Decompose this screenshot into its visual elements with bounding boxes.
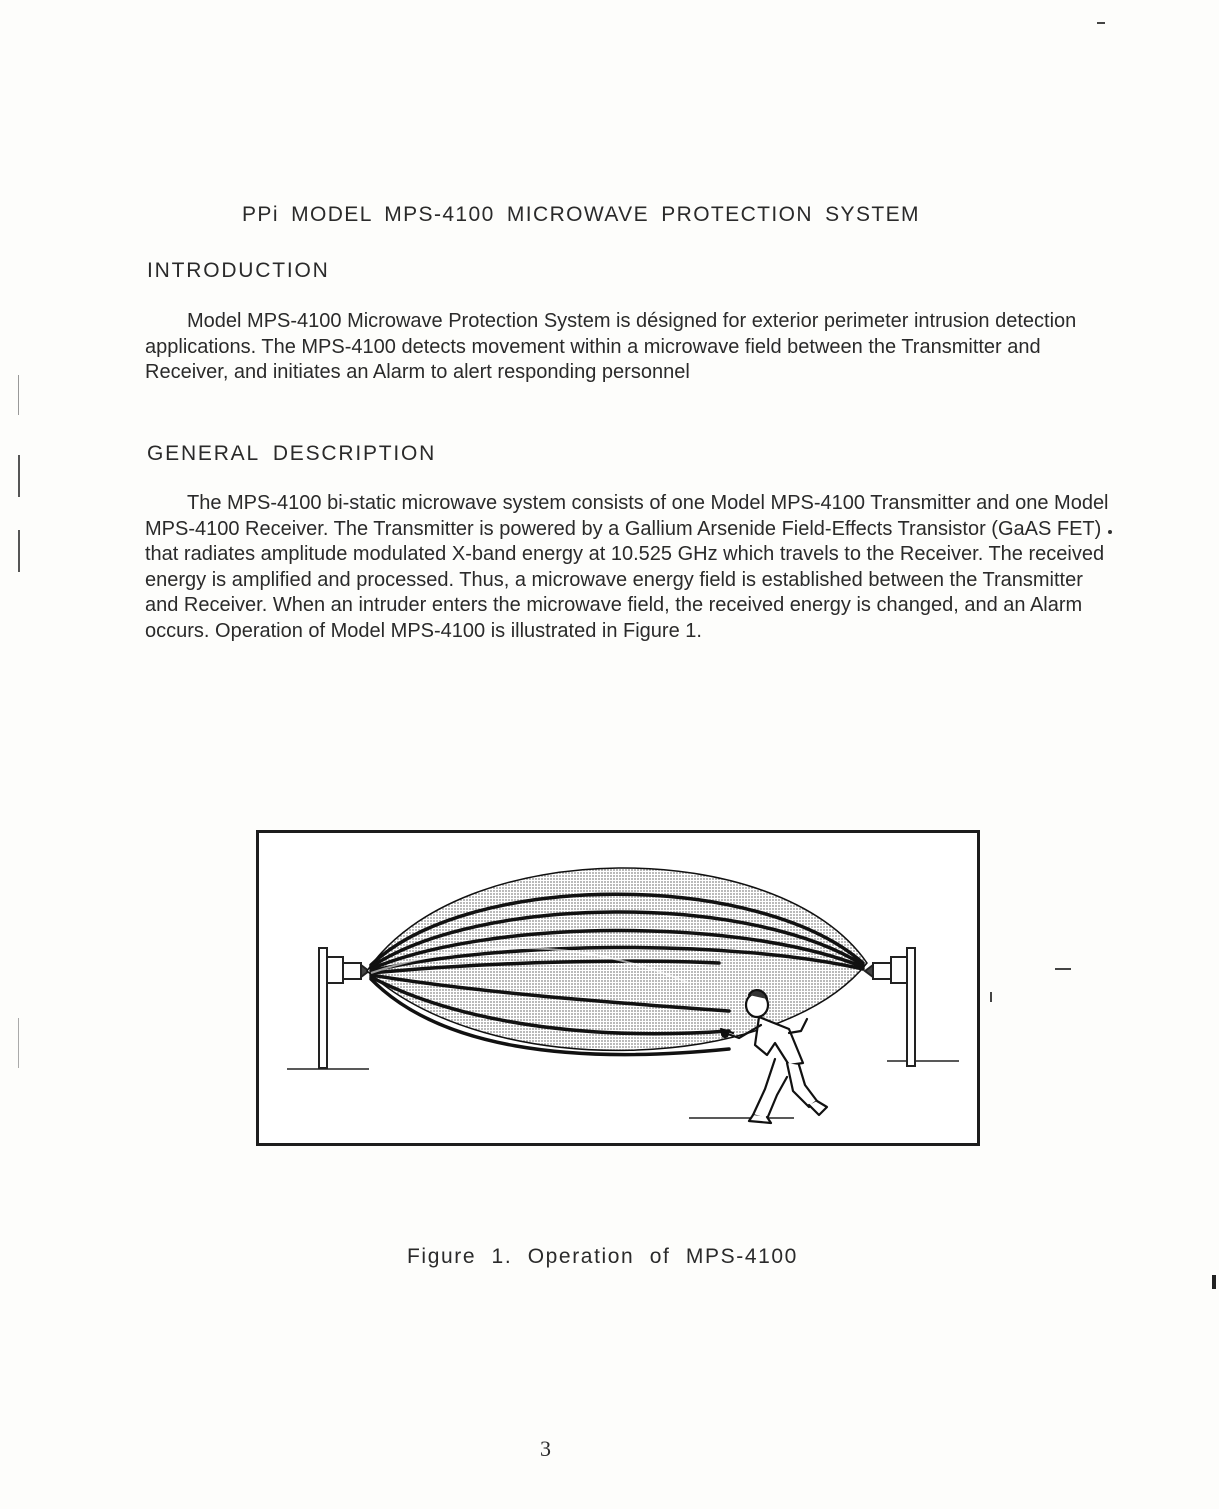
- scan-mark: [18, 530, 20, 572]
- section-heading-introduction: INTRODUCTION: [147, 259, 330, 282]
- ground-lines: [287, 1061, 959, 1118]
- figure-caption: Figure 1. Operation of MPS-4100: [407, 1245, 798, 1268]
- transmitter-icon: [319, 948, 369, 1068]
- page-number: 3: [540, 1436, 551, 1461]
- microwave-field-illustration: [259, 833, 977, 1143]
- scan-mark: [1108, 530, 1112, 534]
- scan-mark: [18, 455, 20, 497]
- scan-mark: [18, 375, 19, 415]
- scan-mark: [18, 1018, 19, 1068]
- general-description-paragraph: The MPS-4100 bi-static microwave system consists of one Model MPS-4100 Transmitter and one Model MPS-4100 Receiver. The Transmitter is powered by a Gallium Arsenide Field-Effects Transistor (GaAS FET) that radiates amplitude modulated X-band energy at 10.525 GHz which travels to the Receiver. The received energy is amplified and processed. Thus, a microwave energy field is established between the Transmitter and Receiver. When an intruder enters the microwave field, the received energy is changed, and an Alarm occurs. Operation of Model MPS-4100 is illustrated in Figure 1.: [145, 492, 1109, 642]
- scan-mark: [1097, 22, 1105, 24]
- section-heading-general-description: GENERAL DESCRIPTION: [147, 442, 437, 465]
- document-title: PPi MODEL MPS-4100 MICROWAVE PROTECTION SYSTEM: [242, 203, 920, 226]
- receiver-icon: [865, 948, 915, 1066]
- scan-mark: [1212, 1275, 1216, 1289]
- microwave-field: [367, 868, 867, 1055]
- scan-mark: [990, 992, 992, 1002]
- introduction-paragraph: Model MPS-4100 Microwave Protection System is désigned for exterior perimeter intrusion detection applications. The MPS-4100 detects movement within a microwave field between the Transmitter and Receiver, and initiates an Alarm to alert responding personnel: [145, 310, 1077, 383]
- figure-1: [256, 830, 980, 1146]
- scan-mark: [1055, 968, 1071, 970]
